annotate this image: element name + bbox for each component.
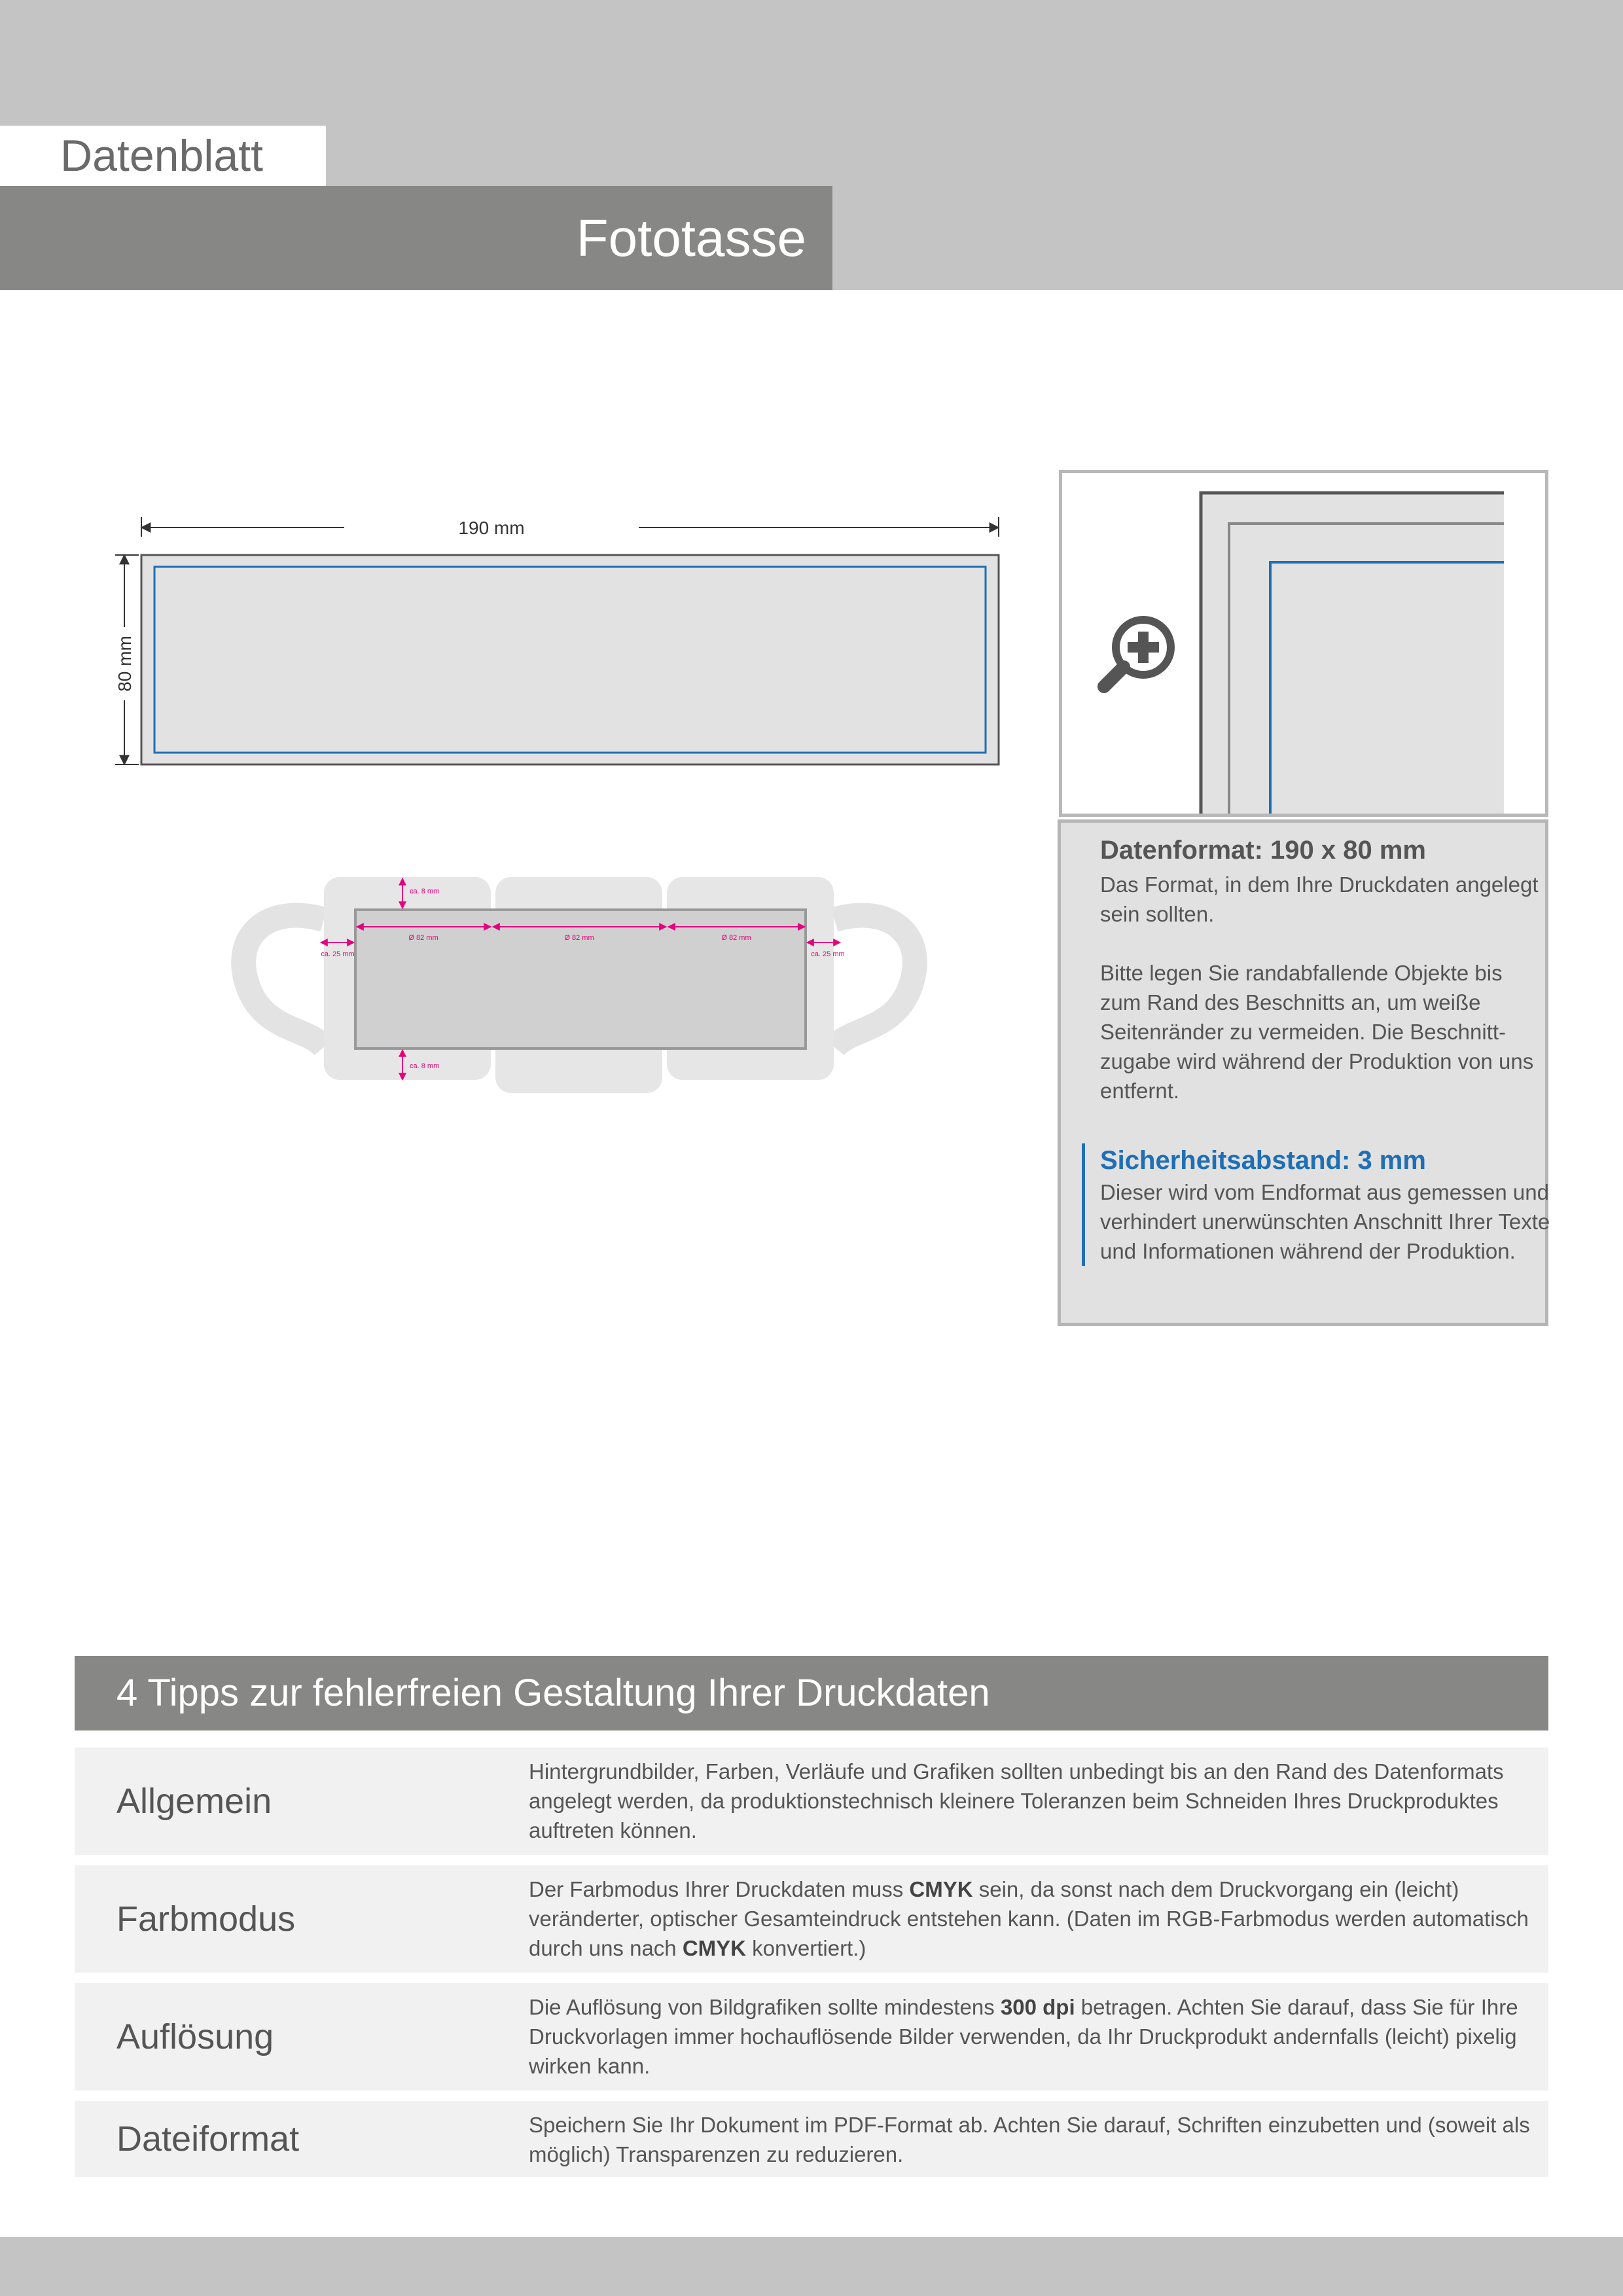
height-label: 80 mm [115,636,135,692]
bottom-margin-label: ca. 8 mm [410,1062,440,1070]
format-title: Datenformat: 190 x 80 mm [1100,836,1426,865]
mug-handle-right [834,916,915,1047]
side-label-right: ca. 25 mm [811,950,845,958]
tip-label: Farbmodus [116,1899,296,1939]
top-margin-label: ca. 8 mm [410,888,440,895]
format-diagram [105,504,1021,779]
info-panel [1058,819,1548,1326]
format-description [1100,870,1539,1135]
tip-label: Allgemein [116,1782,272,1821]
tip-row-farbmodus [75,1865,1548,1973]
tips-header: 4 Tipps zur fehlerfreien Gestaltung Ihrer Druckdaten [75,1656,1548,1731]
tip-text: Der Farbmodus Ihrer Druckdaten muss CMYK sein, da sonst nach dem Druckvorgang ein (leicht) veränderter, optischer Gesamteindruck entstehen kann. (Daten im RGB-Farbmodus werden automatisch durch uns nach CMYK konvertiert.) [529,1877,1529,1960]
tip-row-dateiformat [75,2101,1548,2177]
tip-row-aufloesung [75,1983,1548,2090]
safety-block [1082,1143,1558,1266]
safety-title: Sicherheitsabstand: 3 mm [1100,1146,1426,1175]
format-text: Das Format, in dem Ihre Druckdaten angelegt sein sollten. [1100,872,1539,926]
segment-label-left: Ø 82 mm [408,934,438,942]
print-format-rect [141,555,999,764]
tip-text: Speichern Sie Ihr Dokument im PDF-Format ab. Achten Sie darauf, Schriften einzubetten und (soweit als möglich) Transparenzen zu reduzieren. [529,2113,1530,2166]
safety-text: Dieser wird vom Endformat aus gemessen und verhindert unerwünschten Anschnitt Ihrer Texte und Informationen während der Produktion. [1100,1180,1550,1263]
tip-label: Auflösung [116,2017,274,2056]
mug-print-area [355,910,806,1049]
product-title: Fototasse [0,186,832,290]
tip-row-allgemein [75,1748,1548,1855]
width-label: 190 mm [458,518,525,538]
footer-band [0,2237,1623,2296]
segment-label-center: Ø 82 mm [564,934,594,942]
tip-label: Dateiformat [116,2119,300,2159]
segment-label-right: Ø 82 mm [721,934,751,942]
zoom-detail [1059,470,1548,817]
document-label: Datenblatt [0,126,326,186]
tip-text: Die Auflösung von Bildgrafiken sollte mindestens 300 dpi betragen. Achten Sie darauf, dass Sie für Ihre Druckvorlagen immer hochauflösende Bilder verwenden, da Ihr Druckprodukt andernfalls (leicht) pixelig wirken kann. [529,1995,1518,2078]
zoom-in-icon [1094,612,1179,697]
bleed-text: Bitte legen Sie randabfallende Objekte bis zum Rand des Beschnitts an, um weiße Seitenränder zu vermeiden. Die Beschnitt-zugabe wird während der Produktion von uns entfernt. [1100,961,1534,1103]
tip-text: Hintergrundbilder, Farben, Verläufe und Grafiken sollten unbedingt bis an den Rand des Datenformats angelegt werden, da produktionstechnisch kleinere Toleranzen beim Schneiden Ihres Druckproduktes auftreten können. [529,1759,1504,1842]
mug-diagram [229,864,936,1100]
side-label-left: ca. 25 mm [321,950,355,958]
mug-handle-left [243,916,324,1047]
